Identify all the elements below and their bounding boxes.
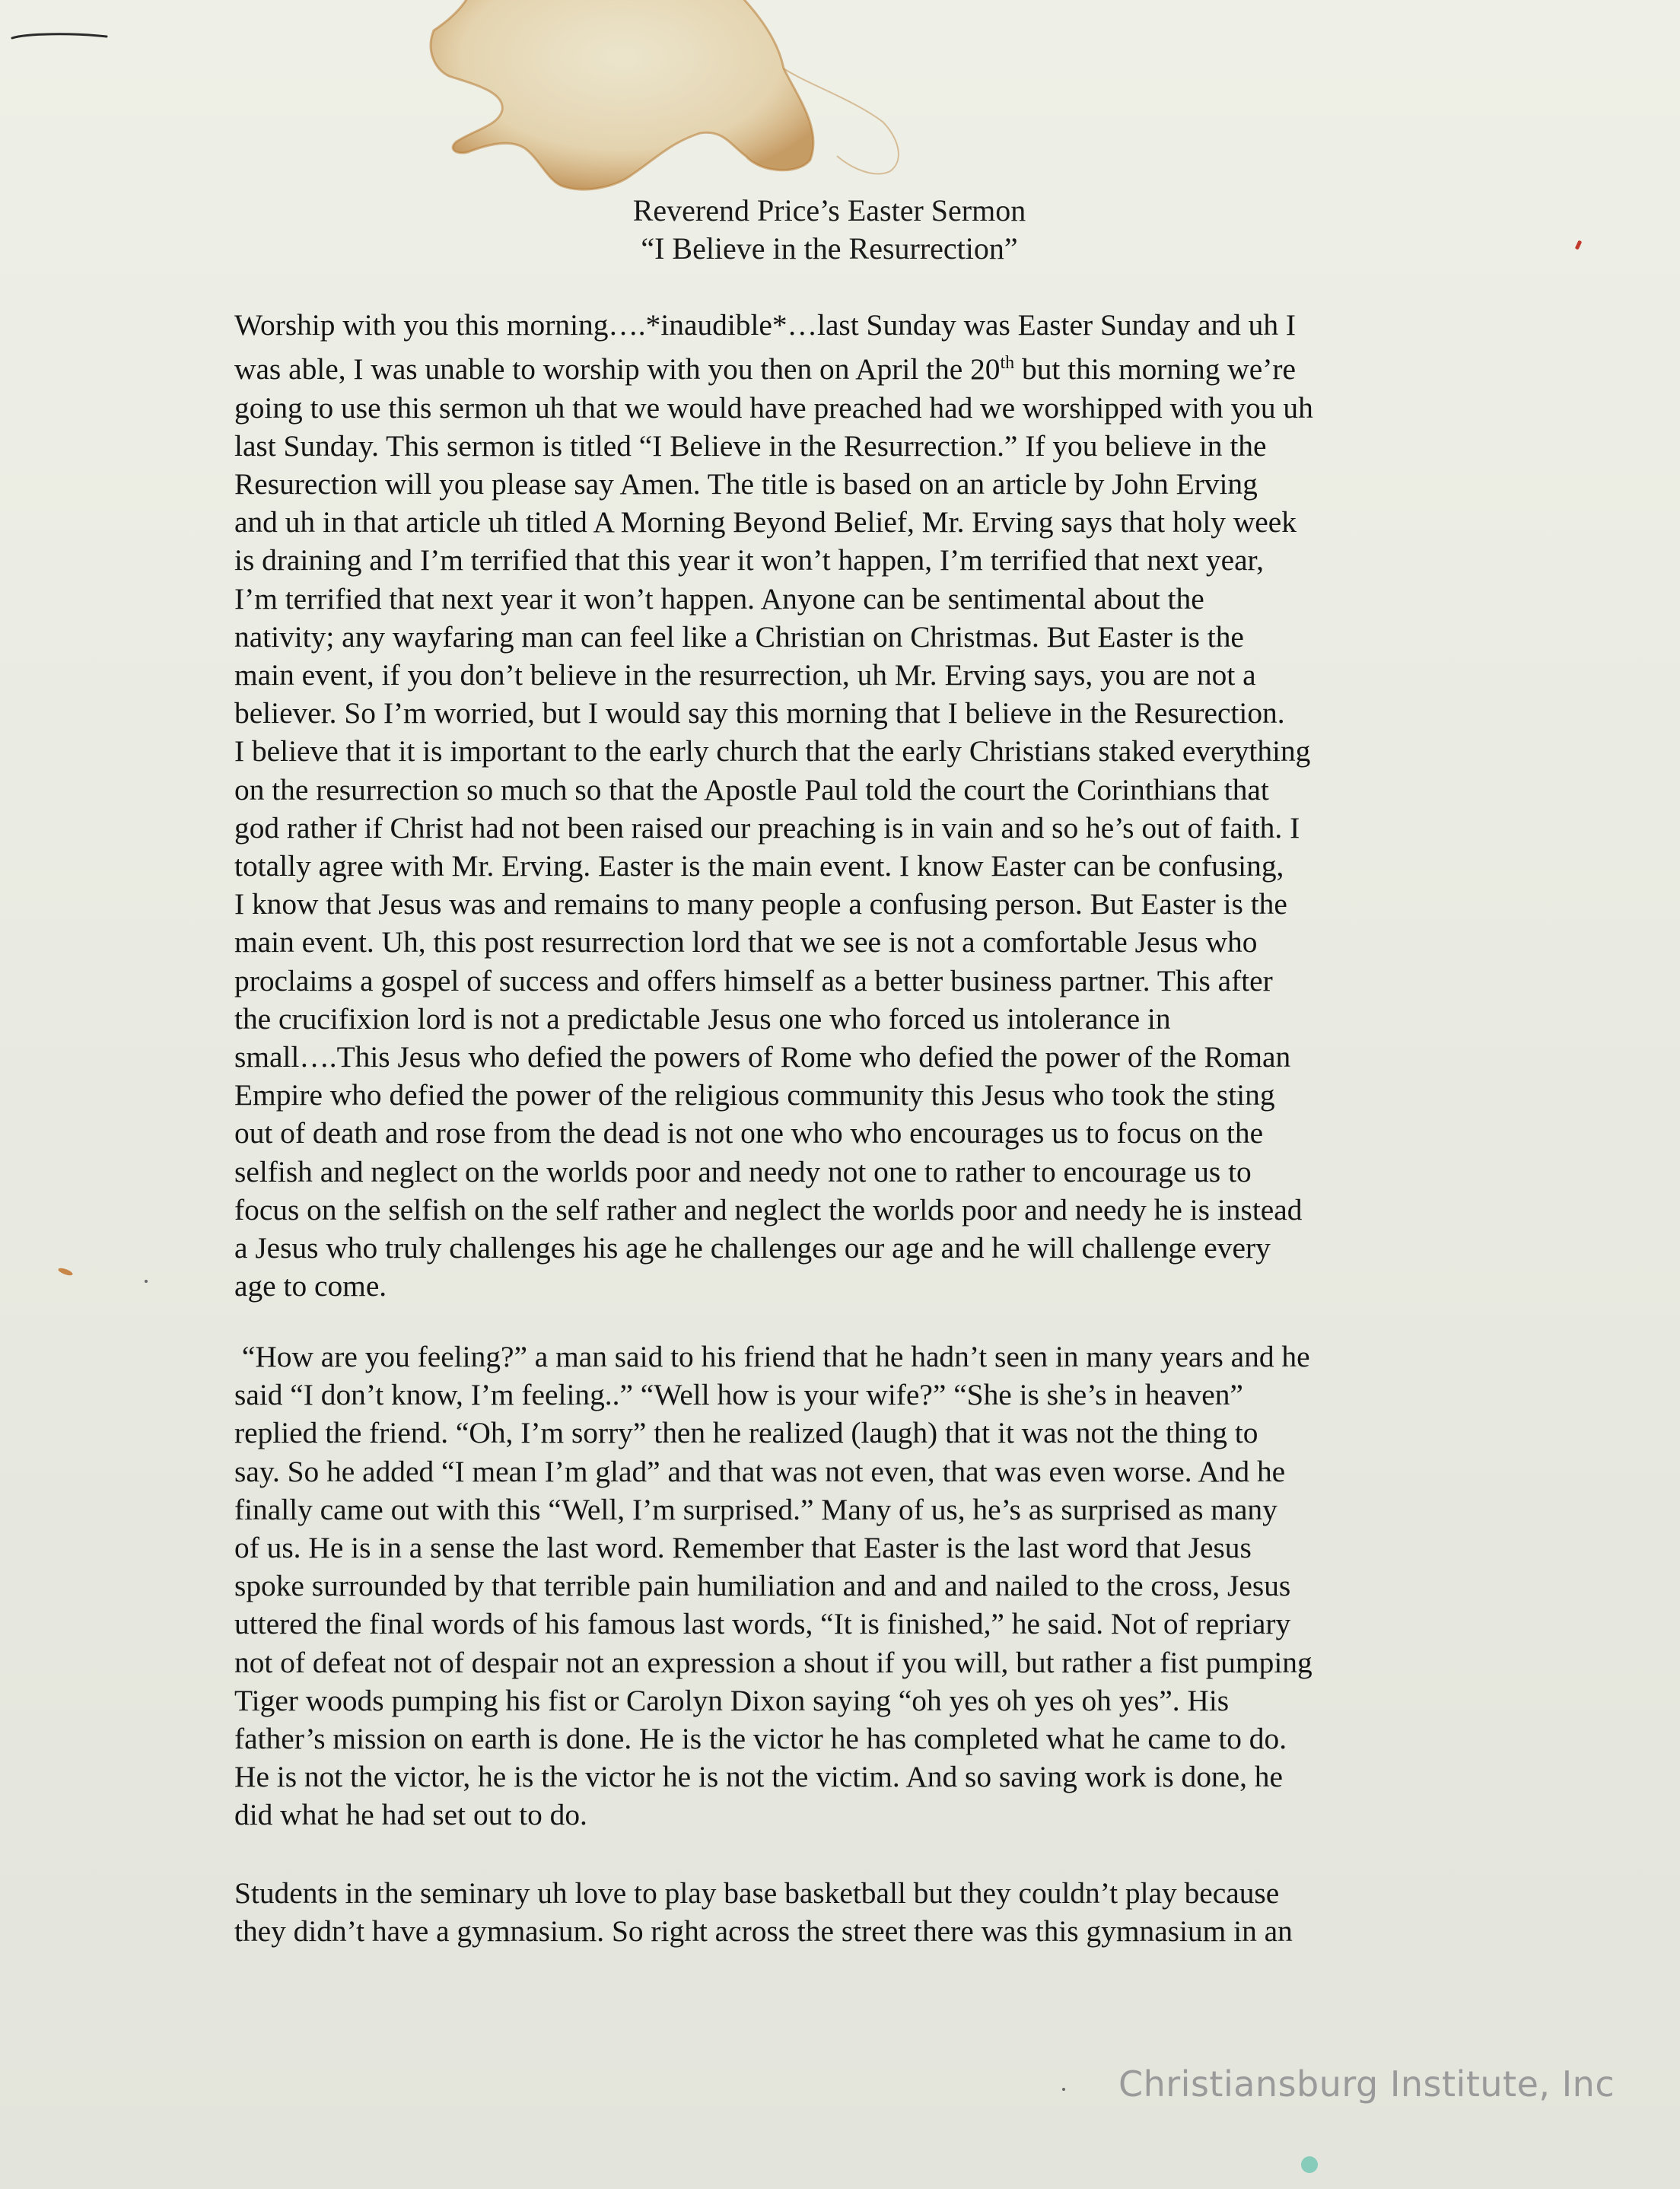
text-line: uttered the final words of his famous last words, “It is finished,” he said. Not of repriary: [234, 1607, 1291, 1641]
text-line: was able, I was unable to worship with you then on April the 20th but this morning we’re: [234, 352, 1296, 387]
text-line: say. So he added “I mean I’m glad” and that was not even, that was even worse. And he: [234, 1454, 1286, 1488]
ink-speck: [1301, 2156, 1318, 2173]
text-line: selfish and neglect on the worlds poor and needy not one to rather to encourage us to: [234, 1154, 1252, 1188]
text-line: Tiger woods pumping his fist or Carolyn Dixon saying “oh yes oh yes oh yes”. His: [234, 1683, 1230, 1717]
text-line: going to use this sermon uh that we would have preached had we worshipped with you uh: [234, 390, 1313, 425]
text-line: replied the friend. “Oh, I’m sorry” then he realized (laugh) that it was not the thing to: [234, 1416, 1258, 1450]
ordinal-suffix: th: [1000, 353, 1015, 374]
text-line: of us. He is in a sense the last word. Remember that Easter is the last word that Jesus: [234, 1531, 1252, 1565]
text-line: finally came out with this “Well, I’m surprised.” Many of us, he’s as surprised as many: [234, 1492, 1278, 1526]
text-line: god rather if Christ had not been raised our preaching is in vain and so he’s out of faith. I: [234, 810, 1300, 845]
sermon-subtitle: “I Believe in the Resurrection”: [641, 231, 1018, 266]
text-line: focus on the selfish on the self rather and neglect the worlds poor and needy he is instead: [234, 1192, 1303, 1227]
ink-speck: [145, 1280, 148, 1283]
text-line: “How are you feeling?” a man said to his friend that he hadn’t seen in many years and he: [234, 1340, 1310, 1373]
text-line: I’m terrified that next year it won’t happen. Anyone can be sentimental about the: [234, 581, 1204, 616]
text-line: I believe that it is important to the early church that the early Christians staked everything: [234, 734, 1311, 768]
text-line: did what he had set out to do.: [234, 1798, 587, 1832]
text-line: proclaims a gospel of success and offers himself as a better business partner. This after: [234, 963, 1273, 997]
text-line: Worship with you this morning….*inaudible*…last Sunday was Easter Sunday and uh I: [234, 308, 1297, 342]
text-line: the crucifixion lord is not a predictable Jesus one who forced us intolerance in: [234, 1001, 1171, 1036]
text-line: last Sunday. This sermon is titled “I Believe in the Resurrection.” If you believe in the: [234, 428, 1267, 463]
text-line: out of death and rose from the dead is not one who who encourages us to focus on the: [234, 1116, 1264, 1150]
text-line: main event, if you don’t believe in the resurrection, uh Mr. Erving says, you are not a: [234, 657, 1256, 692]
text-line: age to come.: [234, 1269, 387, 1303]
text-line: and uh in that article uh titled A Morning Beyond Belief, Mr. Erving says that holy week: [234, 505, 1297, 539]
text-line: small….This Jesus who defied the powers of Rome who defied the power of the Roman: [234, 1039, 1291, 1074]
text-line: father’s mission on earth is done. He is the victor he has completed what he came to do.: [234, 1722, 1287, 1756]
ink-speck: [57, 1267, 73, 1277]
pen-mark: [11, 32, 110, 43]
sermon-title: Reverend Price’s Easter Sermon: [632, 193, 1026, 227]
text-line: on the resurrection so much so that the Apostle Paul told the court the Corinthians that: [234, 772, 1269, 807]
text-line: nativity; any wayfaring man can feel like a Christian on Christmas. But Easter is the: [234, 619, 1244, 654]
text-line: totally agree with Mr. Erving. Easter is the main event. I know Easter can be confusing,: [234, 848, 1284, 883]
ink-speck: [1062, 2088, 1065, 2091]
text-line: He is not the victor, he is the victor he is not the victim. And so saving work is done, he: [234, 1760, 1283, 1794]
text-line: Resurection will you please say Amen. The title is based on an article by John Erving: [234, 466, 1258, 501]
paragraph-1: [234, 306, 1444, 1305]
text-line: said “I don’t know, I’m feeling..” “Well how is your wife?” “She is she’s in heaven”: [234, 1378, 1243, 1412]
text-line: they didn’t have a gymnasium. So right across the street there was this gymnasium in an: [234, 1914, 1293, 1949]
text-line: I know that Jesus was and remains to many people a confusing person. But Easter is the: [234, 887, 1287, 921]
text-line: Empire who defied the power of the religious community this Jesus who took the sting: [234, 1078, 1275, 1112]
paragraph-2: [234, 1338, 1444, 1834]
watermark: Christiansburg Institute, Inc: [1118, 2063, 1615, 2105]
paragraph-3: [234, 1874, 1444, 1950]
coffee-stain: [426, 0, 928, 213]
text-line: spoke surrounded by that terrible pain humiliation and and and nailed to the cross, Jesus: [234, 1569, 1291, 1603]
text-line: Students in the seminary uh love to play base basketball but they couldn’t play because: [234, 1876, 1280, 1910]
text-line: a Jesus who truly challenges his age he challenges our age and he will challenge every: [234, 1231, 1271, 1265]
text-line: believer. So I’m worried, but I would say this morning that I believe in the Resurection.: [234, 696, 1285, 730]
text-line: not of defeat not of despair not an expression a shout if you will, but rather a fist pumping: [234, 1645, 1312, 1679]
text-line: is draining and I’m terrified that this year it won’t happen, I’m terrified that next year,: [234, 543, 1264, 577]
text-line: main event. Uh, this post resurrection lord that we see is not a comfortable Jesus who: [234, 925, 1258, 959]
